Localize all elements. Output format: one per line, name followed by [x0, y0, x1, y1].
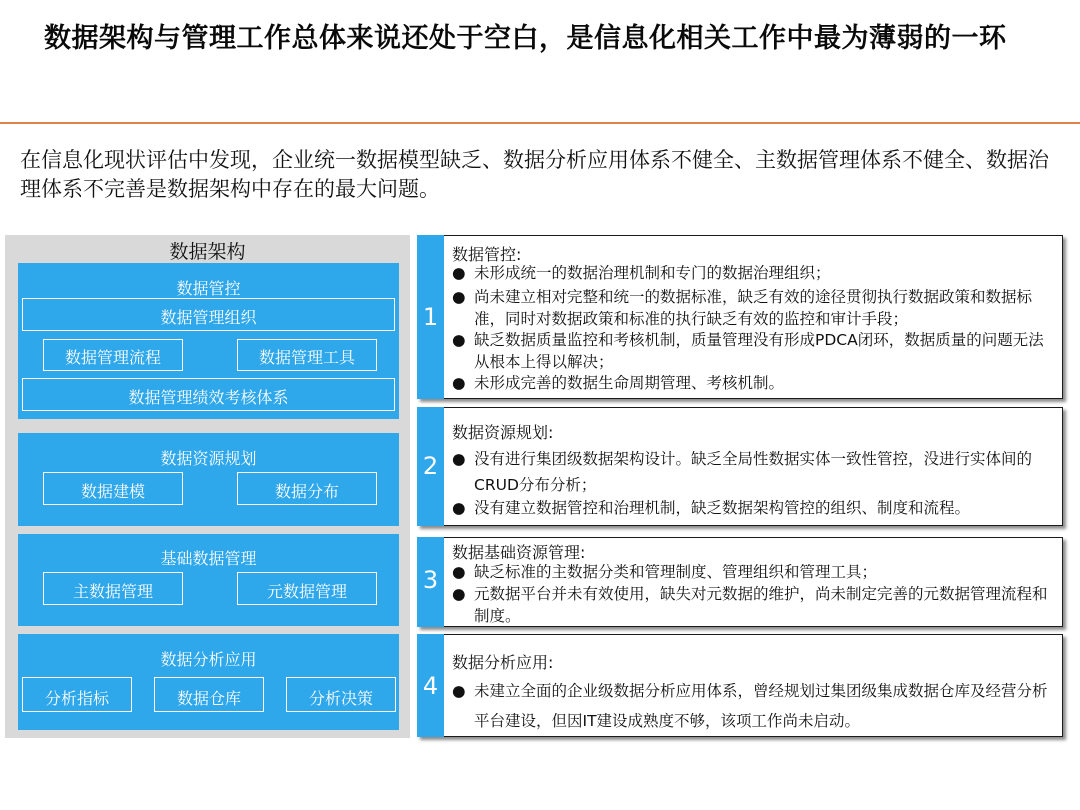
box-data-distribution: 数据分布 — [237, 472, 377, 505]
box-data-warehouse: 数据仓库 — [154, 677, 264, 712]
box-data-management-tools: 数据管理工具 — [237, 339, 377, 371]
description-bullet: ● 未形成统一的数据治理机制和专门的数据治理组织； — [452, 264, 831, 282]
bullet-icon: ● — [452, 499, 466, 517]
section-number: 1 — [422, 303, 439, 331]
bullet-icon: ● — [452, 563, 466, 581]
block-title: 数据分析应用 — [160, 650, 257, 669]
description-bullet: ● 没有建立数据管控和治理机制，缺乏数据架构管控的组织、制度和流程。 — [452, 499, 971, 517]
description-heading: 数据基础资源管理: — [452, 543, 586, 562]
box-master-data: 主数据管理 — [43, 572, 183, 605]
box-data-management-org: 数据管理组织 — [22, 298, 395, 331]
box-metadata: 元数据管理 — [237, 572, 377, 605]
description-bullet: ● 尚未建立相对完整和统一的数据标准，缺乏有效的途径贯彻执行数据政策和数据标准，同时对数据政策和标准的执行缺乏有效的监控和审计手段； — [452, 288, 1033, 328]
description-heading: 数据管控: — [452, 245, 522, 264]
page-title: 数据架构与管理工作总体来说还处于空白，是信息化相关工作中最为薄弱的一环 — [44, 23, 1007, 54]
description-bullet: ● 缺乏数据质量监控和考核机制，质量管理没有形成PDCA闭环，数据质量的问题无法从根本上得以解决； — [452, 331, 1044, 371]
description-bullet: ● 缺乏标准的主数据分类和管理制度、管理组织和管理工具； — [452, 563, 878, 581]
bullet-icon: ● — [452, 450, 466, 468]
section-number: 3 — [422, 566, 439, 594]
summary-text: 在信息化现状评估中发现，企业统一数据模型缺乏、数据分析应用体系不健全、主数据管理体系不健全、数据治理体系不完善是数据架构中存在的最大问题。 — [20, 148, 1049, 201]
box-analysis-indicators: 分析指标 — [22, 677, 132, 712]
title-divider — [0, 122, 1080, 124]
block-title: 基础数据管理 — [160, 549, 257, 568]
bullet-icon: ● — [452, 682, 466, 700]
description-bullet: ● 未建立全面的企业级数据分析应用体系，曾经规划过集团级集成数据仓库及经营分析平台建设，但因IT建设成熟度不够，该项工作尚未启动。 — [452, 676, 1054, 736]
architecture-title: 数据架构 — [169, 241, 246, 263]
box-data-management-process: 数据管理流程 — [43, 339, 183, 371]
block-title: 数据资源规划 — [160, 449, 257, 468]
description-heading: 数据资源规划: — [452, 423, 554, 442]
bullet-icon: ● — [452, 288, 466, 306]
bullet-icon: ● — [452, 264, 466, 282]
description-bullet: ● 未形成完善的数据生命周期管理、考核机制。 — [452, 374, 785, 392]
section-number: 4 — [422, 672, 439, 700]
block-title: 数据管控 — [176, 279, 241, 298]
bullet-icon: ● — [452, 331, 466, 349]
box-data-modeling: 数据建模 — [43, 472, 183, 505]
bullet-icon: ● — [452, 585, 466, 603]
bullet-icon: ● — [452, 374, 466, 392]
description-bullet: ● 没有进行集团级数据架构设计。缺乏全局性数据实体一致性管控，没进行实体间的CRUD分布分析； — [452, 446, 1054, 498]
description-bullet: ● 元数据平台并未有效使用，缺失对元数据的维护，尚未制定完善的元数据管理流程和制度。 — [452, 585, 1048, 625]
box-data-management-performance: 数据管理绩效考核体系 — [22, 378, 395, 411]
box-analysis-decision: 分析决策 — [286, 677, 396, 712]
section-number: 2 — [422, 452, 439, 480]
description-heading: 数据分析应用: — [452, 653, 554, 672]
